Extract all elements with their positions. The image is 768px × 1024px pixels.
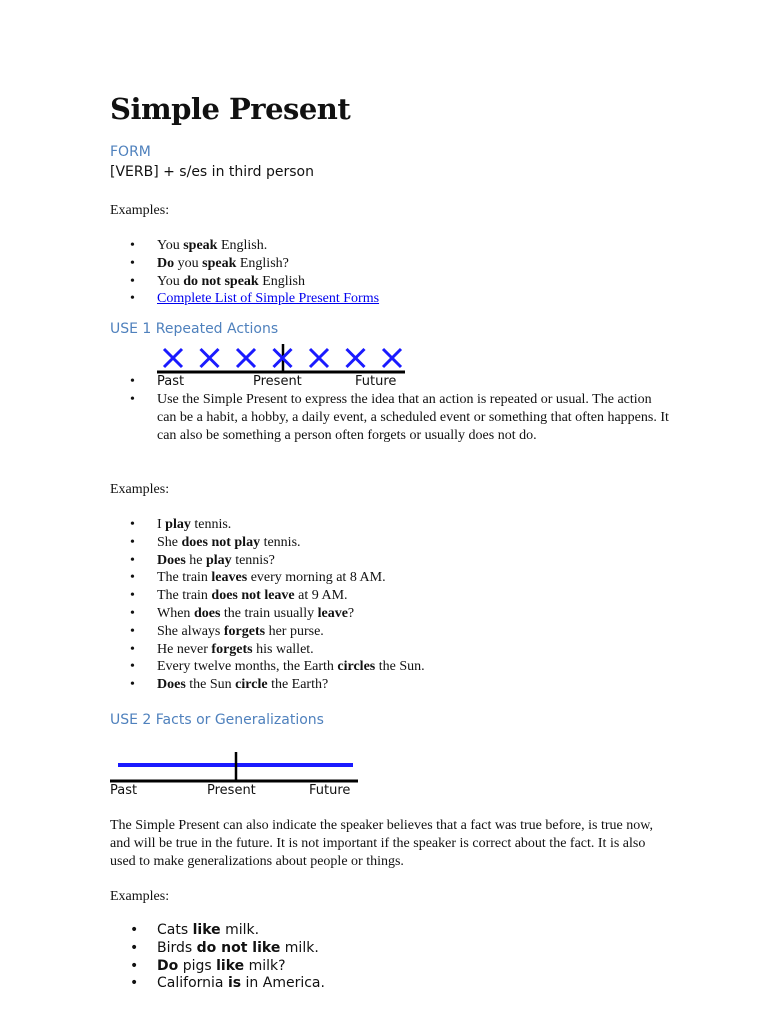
use1-examples-list bbox=[110, 516, 425, 694]
text-segment: pigs bbox=[178, 957, 217, 974]
use2-paragraph: The Simple Present can also indicate the speaker believes that a fact was true before, is true now, and will be true in the future. It is not important if the speaker is correct about the fact. It is also used to make generalizations about people or things. bbox=[110, 818, 653, 869]
emphasized-verb: do not like bbox=[196, 939, 281, 956]
text-segment: Every twelve months, the Earth bbox=[157, 659, 338, 675]
emphasized-verb: speak bbox=[202, 255, 237, 271]
text-segment: the Sun. bbox=[375, 659, 425, 675]
text-segment: tennis. bbox=[260, 534, 301, 550]
text-segment: She always bbox=[157, 623, 224, 639]
list-item bbox=[110, 922, 325, 940]
emphasized-verb: play bbox=[206, 552, 232, 568]
text-segment: English? bbox=[236, 255, 289, 271]
text-segment: You bbox=[157, 273, 184, 289]
list-item bbox=[110, 273, 379, 291]
timeline-graphic bbox=[155, 342, 410, 376]
text-segment: milk. bbox=[280, 939, 319, 956]
use1-examples-label: Examples: bbox=[110, 482, 170, 497]
text-segment: you bbox=[174, 255, 203, 271]
emphasized-verb: leaves bbox=[211, 570, 248, 586]
facts-timeline bbox=[108, 748, 368, 800]
list-item bbox=[110, 658, 425, 676]
action-x-mark bbox=[347, 349, 365, 367]
emphasized-verb: like bbox=[216, 957, 245, 974]
text-segment: the Sun bbox=[185, 677, 236, 693]
form-rule: [VERB] + s/es in third person bbox=[110, 164, 314, 180]
action-x-mark bbox=[237, 349, 255, 367]
text-segment: You bbox=[157, 238, 184, 253]
list-item bbox=[110, 605, 425, 623]
text-segment: ? bbox=[347, 605, 355, 621]
text-segment: English. bbox=[217, 238, 268, 253]
list-item bbox=[110, 623, 425, 641]
emphasized-verb: Do bbox=[157, 957, 179, 974]
text-segment: he bbox=[185, 552, 206, 568]
text-segment: his wallet. bbox=[252, 641, 314, 657]
emphasized-verb: is bbox=[227, 975, 242, 992]
action-x-mark bbox=[164, 349, 182, 367]
timeline-label-future: Future bbox=[355, 374, 397, 389]
form-heading: FORM bbox=[110, 144, 151, 160]
list-item bbox=[110, 641, 425, 659]
emphasized-verb: forgets bbox=[211, 641, 253, 657]
text-segment: The train bbox=[157, 588, 212, 604]
text-segment: Birds bbox=[157, 939, 197, 956]
list-item bbox=[110, 975, 325, 993]
action-x-mark bbox=[383, 349, 401, 367]
text-segment: He never bbox=[157, 641, 212, 657]
complete-forms-link[interactable]: Complete List of Simple Present Forms bbox=[157, 291, 380, 307]
form-examples-label: Examples: bbox=[110, 203, 170, 218]
use1-description: • Use the Simple Present to express the idea that an action is repeated or usual. The action can be a habit, a hobby, a daily event, a scheduled event or something that often happens. It can also be something a person often forgets or usually does not do. bbox=[110, 391, 670, 444]
emphasized-verb: leave bbox=[317, 605, 348, 621]
timeline-label-present: Present bbox=[207, 783, 256, 798]
text-segment: I bbox=[157, 517, 166, 532]
text-segment: She bbox=[157, 534, 182, 550]
list-item bbox=[110, 940, 325, 958]
action-x-mark bbox=[201, 349, 219, 367]
list-item bbox=[110, 255, 379, 273]
action-x-mark bbox=[310, 349, 328, 367]
page-title: Simple Present bbox=[110, 92, 351, 126]
emphasized-verb: do not speak bbox=[183, 273, 259, 289]
use1-description-list bbox=[110, 391, 670, 444]
list-item bbox=[110, 516, 425, 534]
emphasized-verb: Do bbox=[157, 255, 175, 271]
text-segment: When bbox=[157, 605, 194, 621]
use1-heading: USE 1 Repeated Actions bbox=[110, 321, 279, 337]
emphasized-verb: Does bbox=[157, 677, 186, 693]
emphasized-verb: circle bbox=[235, 677, 268, 693]
emphasized-verb: like bbox=[192, 922, 221, 938]
timeline-label-future: Future bbox=[309, 783, 351, 798]
text-segment: every morning at 8 AM. bbox=[247, 570, 386, 586]
use2-examples-label: Examples: bbox=[110, 889, 170, 904]
list-item bbox=[110, 237, 379, 255]
emphasized-verb: circles bbox=[337, 659, 376, 675]
list-item bbox=[110, 290, 379, 308]
text-segment: The train bbox=[157, 570, 212, 586]
text-segment: in America. bbox=[241, 975, 325, 992]
text-segment: California bbox=[157, 975, 228, 992]
emphasized-verb: does bbox=[193, 605, 221, 621]
text-segment: English bbox=[258, 273, 305, 289]
list-item bbox=[110, 958, 325, 976]
text-segment: Cats bbox=[157, 922, 193, 938]
text-segment: tennis. bbox=[190, 517, 232, 532]
bullet-glyph: • bbox=[130, 374, 135, 389]
emphasized-verb: speak bbox=[183, 238, 218, 253]
text-segment: at 9 AM. bbox=[294, 588, 348, 604]
list-item bbox=[110, 587, 425, 605]
emphasized-verb: does not leave bbox=[211, 588, 295, 604]
timeline-label-present: Present bbox=[253, 374, 302, 389]
emphasized-verb: does not play bbox=[181, 534, 261, 550]
timeline-label-past: Past bbox=[110, 783, 138, 798]
emphasized-verb: Does bbox=[157, 552, 186, 568]
use2-examples-list bbox=[110, 922, 325, 993]
list-item bbox=[110, 569, 425, 587]
list-item bbox=[110, 676, 425, 694]
text-segment: tennis? bbox=[231, 552, 275, 568]
emphasized-verb: play bbox=[165, 517, 191, 532]
list-item bbox=[110, 552, 425, 570]
emphasized-verb: forgets bbox=[223, 623, 266, 639]
use2-heading: USE 2 Facts or Generalizations bbox=[110, 712, 324, 728]
text-segment: the Earth? bbox=[267, 677, 329, 693]
repeated-actions-timeline bbox=[155, 342, 410, 392]
text-segment: milk. bbox=[220, 922, 260, 938]
timeline-label-past: Past bbox=[157, 374, 185, 389]
timeline-graphic bbox=[108, 748, 368, 784]
text-segment: her purse. bbox=[265, 623, 324, 639]
list-item bbox=[110, 534, 425, 552]
text-segment: the train usually bbox=[220, 605, 318, 621]
text-segment: milk? bbox=[244, 957, 286, 974]
form-examples-list bbox=[110, 237, 379, 308]
